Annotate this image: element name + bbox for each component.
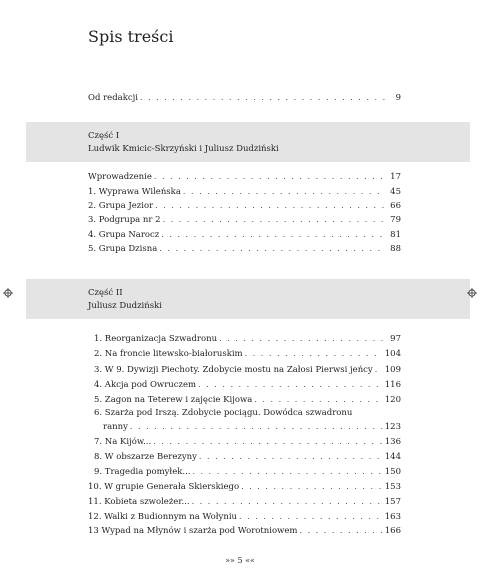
toc-entry-page: 17 [390, 172, 401, 182]
toc-entry[interactable] [88, 348, 401, 360]
dot-leader [239, 511, 383, 523]
page-title: Spis treści [88, 27, 174, 46]
dot-leader [241, 481, 383, 493]
toc-entry[interactable] [88, 186, 401, 198]
toc-entry[interactable] [88, 229, 401, 241]
toc-entry-label: 3. W 9. Dywizji Piechoty. Zdobycie mostu na Załosi Pierwsi jeńcy [94, 365, 373, 375]
toc-entry-page: 144 [384, 452, 401, 462]
toc-entry-page: 123 [384, 422, 401, 432]
toc-entry[interactable] [88, 436, 401, 448]
dot-leader [153, 436, 383, 448]
toc-entry-label: 5. Grupa Dzisna [88, 244, 158, 254]
toc-entry-page: 150 [384, 467, 401, 477]
dot-leader [300, 525, 383, 537]
toc-entry-page: 136 [384, 437, 401, 447]
toc-entry-page: 163 [384, 512, 401, 522]
toc-entry[interactable] [88, 379, 401, 391]
toc-entry-intro[interactable] [88, 92, 401, 104]
toc-entry-label: 2. Grupa Jezior [88, 201, 154, 211]
toc-entry-page: 88 [390, 244, 401, 254]
toc-entry-page: 116 [384, 380, 401, 390]
part-1-authors: Ludwik Kmicic-Skrzyński i Juliusz Dudziński [88, 144, 279, 154]
toc-entry[interactable] [88, 200, 401, 212]
dot-leader [199, 451, 383, 463]
registration-mark-icon [467, 288, 477, 298]
toc-entry-label: Od redakcji [88, 93, 138, 103]
toc-entry-label: 2. Na froncie litewsko-białoruskim [94, 349, 243, 359]
toc-entry-label: 5. Zagon na Teterew i zajęcie Kijowa [94, 395, 253, 405]
toc-entry[interactable] [88, 214, 401, 226]
dot-leader [192, 466, 382, 478]
dot-leader [192, 496, 383, 508]
toc-entry-label: 1. Reorganizacja Szwadronu [94, 334, 218, 344]
toc-entry-page: 120 [384, 395, 401, 405]
toc-entry-wrapped-label[interactable]: 6. Szarża pod Irszą. Zdobycie pociągu. Dowódca szwadronu [94, 408, 353, 418]
toc-entry[interactable] [88, 496, 401, 508]
dot-leader [219, 333, 385, 345]
dot-leader [245, 348, 383, 360]
toc-entry-label: 4. Akcja pod Owruczem [94, 380, 197, 390]
toc-entry[interactable] [88, 511, 401, 523]
toc-entry-label: 1. Wyprawa Wileńska [88, 187, 181, 197]
toc-entry[interactable] [88, 525, 401, 537]
part-2-authors: Juliusz Dudziński [88, 301, 162, 311]
dot-leader [375, 364, 383, 376]
toc-entry-page: 166 [384, 526, 401, 536]
dot-leader [154, 171, 385, 183]
registration-mark-icon [3, 288, 13, 298]
toc-entry-page: 157 [384, 497, 401, 507]
toc-entry-label: 9. Tragedia pomyłek... [94, 467, 191, 477]
toc-entry-page: 66 [390, 201, 401, 211]
part-1-header [26, 122, 470, 162]
dot-leader [254, 394, 382, 406]
toc-entry-page: 153 [384, 482, 401, 492]
toc-entry[interactable] [88, 364, 401, 376]
part-2-heading: Część II [88, 288, 123, 298]
toc-entry-label: Wprowadzenie [88, 172, 152, 182]
toc-entry-page: 81 [390, 230, 401, 240]
page-number: »» 5 «« [225, 556, 255, 565]
toc-entry-page: 97 [390, 334, 401, 344]
toc-entry-label: 13 Wypad na Młynów i szarża pod Worotniowem [88, 526, 298, 536]
dot-leader [140, 92, 385, 104]
toc-entry-label: 7. Na Kijów... [94, 437, 152, 447]
dot-leader [161, 229, 385, 241]
toc-entry-page: 9 [395, 93, 401, 103]
toc-entry-page: 79 [390, 215, 401, 225]
toc-entry-page: 45 [390, 187, 401, 197]
dot-leader [155, 200, 385, 212]
toc-entry[interactable] [88, 333, 401, 345]
toc-entry-page: 109 [384, 365, 401, 375]
dot-leader [198, 379, 383, 391]
toc-entry-label: 11. Kobieta szwoleżer... [88, 497, 190, 507]
toc-entry-label: 4. Grupa Narocz [88, 230, 160, 240]
toc-entry-label: 10. W grupie Generała Skierskiego [88, 482, 240, 492]
toc-entry-label: 8. W obszarze Berezyny [94, 452, 197, 462]
toc-entry[interactable] [88, 243, 401, 255]
dot-leader [183, 186, 385, 198]
toc-entry[interactable] [88, 451, 401, 463]
dot-leader [163, 214, 385, 226]
part-2-header [26, 279, 470, 319]
toc-entry[interactable] [88, 421, 401, 433]
toc-entry[interactable] [88, 481, 401, 493]
part-1-heading: Część I [88, 131, 120, 141]
dot-leader [159, 243, 385, 255]
dot-leader [130, 421, 383, 433]
toc-entry[interactable] [88, 394, 401, 406]
toc-entry-label: 3. Podgrupa nr 2 [88, 215, 161, 225]
toc-entry-label: 12. Walki z Budionnym na Wołyniu [88, 512, 238, 522]
toc-entry-label: ranny [103, 422, 128, 432]
toc-entry[interactable] [88, 466, 401, 478]
toc-entry-page: 104 [384, 349, 401, 359]
toc-entry[interactable] [88, 171, 401, 183]
